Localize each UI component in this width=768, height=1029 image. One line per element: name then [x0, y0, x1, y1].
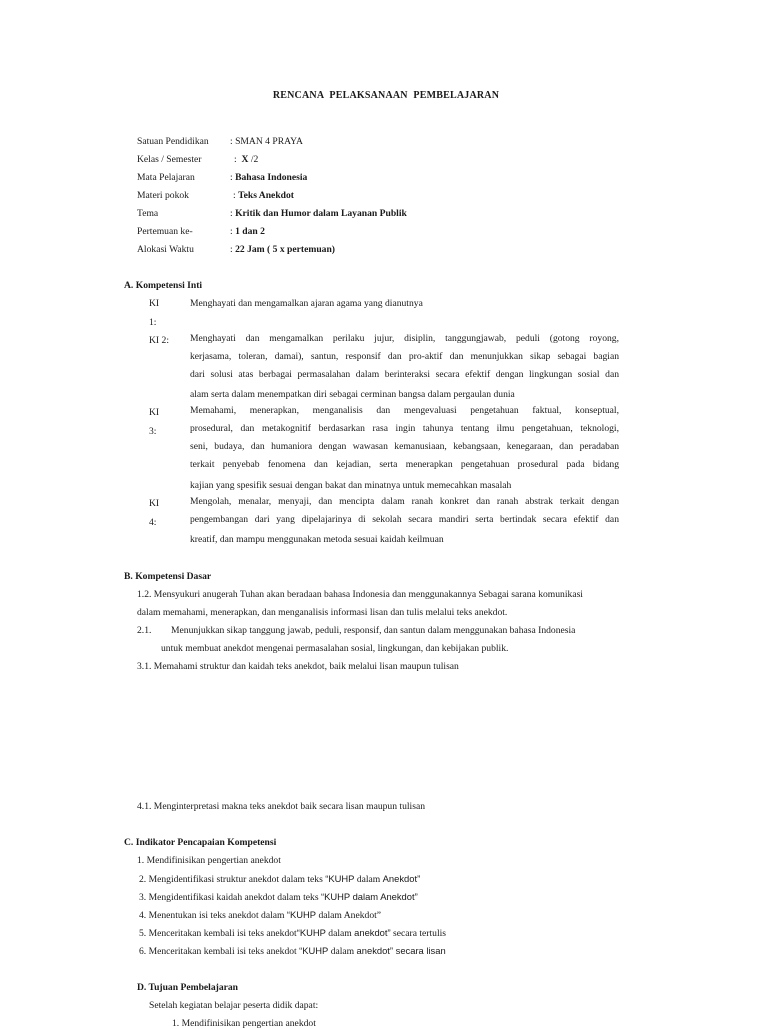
indicator-item-2-end: Anekdot”	[382, 873, 421, 884]
indicator-item-4	[139, 909, 381, 921]
pertemuan-value-row	[230, 226, 265, 237]
ki1-text: Menghayati dan mengamalkan ajaran agama yang dianutnya	[190, 298, 423, 309]
ki2-line-2: kerjasama, toleran, damai), santun, responsif dan pro-aktif dan menunjukkan sikap sebagai bagian	[190, 351, 619, 362]
indicator-item-3-text: 3. Mengidentifikasi kaidah anekdot dalam teks	[139, 892, 321, 903]
kelas-colon: :	[234, 154, 237, 165]
tema-value: Kritik dan Humor dalam Layanan Publik	[235, 208, 407, 219]
indicator-item-6-quote: “KUHP	[299, 945, 329, 956]
ki3-line-4: terkait penyebab fenomena dan kejadian, serta menerapkan pengetahuan prosedural pada bidang	[190, 459, 619, 470]
tema-colon: :	[230, 208, 236, 219]
materi-value: Teks Anekdot	[238, 190, 294, 201]
alokasi-colon: :	[230, 244, 236, 255]
ki1-label-b: 1:	[149, 317, 157, 328]
indicator-item-5	[139, 927, 446, 939]
indicator-item-5-anekdot: anekdot”	[354, 927, 391, 938]
indicator-item-4-quote: “KUHP	[286, 909, 317, 920]
ki3-line-2: prosedural, dan metakognitif berdasarkan rasa ingin tahunya tentang ilmu pengetahuan, teknologi,	[190, 423, 619, 434]
indicator-item-5-quote: “KUHP	[296, 927, 326, 938]
ki4-line-1: Mengolah, menalar, menyaji, dan mencipta dalam ranah konkret dan ranah abstrak terkait dengan	[190, 496, 619, 507]
satuan-label: Satuan Pendidikan	[137, 136, 209, 147]
indicator-item-2-quote: “KUHP	[325, 873, 355, 884]
indicator-item-2-mid: dalam	[354, 874, 383, 885]
document-title: RENCANA PELAKSANAAN PEMBELAJARAN	[272, 90, 500, 101]
pertemuan-label: Pertemuan ke-	[137, 226, 193, 237]
section-a-heading: A. Kompetensi Inti	[124, 280, 203, 291]
ki2-line-3: dari solusi atas berbagai permasalahan dalam berinteraksi secara efektif dengan lingkungan sosial dan	[190, 369, 619, 380]
ki2-label: KI 2:	[149, 335, 169, 346]
ki2-line-1: Menghayati dan mengamalkan perilaku jujur, disiplin, tanggungjawab, peduli (gotong royong,	[190, 333, 619, 344]
indicator-item-6-mid: dalam	[328, 946, 357, 957]
indicator-item-5-mid: dalam	[325, 928, 355, 939]
ki4-label-a: KI	[149, 498, 160, 509]
indicator-item-2	[139, 873, 420, 885]
indicator-item-3-quote: “KUHP dalam Anekdot”	[320, 891, 418, 902]
kelas-label: Kelas / Semester	[137, 154, 202, 165]
mapel-value-row	[230, 172, 307, 183]
materi-value-row	[233, 190, 294, 201]
mapel-colon: :	[230, 172, 236, 183]
indicator-item-6	[139, 945, 446, 957]
ki4-line-3: kreatif, dan mampu menggunakan metoda sesuai kaidah keilmuan	[190, 534, 444, 545]
kd-2-1-line-2: untuk membuat anekdot mengenai permasalahan sosial, lingkungan, dan kebijakan publik.	[161, 643, 509, 654]
kd-4-1: 4.1. Menginterpretasi makna teks anekdot baik secara lisan maupun tulisan	[137, 801, 425, 812]
section-d-intro: Setelah kegiatan belajar peserta didik dapat:	[149, 1000, 319, 1011]
mapel-label: Mata Pelajaran	[137, 172, 195, 183]
ki3-label-a: KI	[149, 407, 160, 418]
tema-label: Tema	[137, 208, 159, 219]
mapel-value: Bahasa Indonesia	[235, 172, 308, 183]
kelas-value-row	[234, 154, 258, 165]
satuan-value: : SMAN 4 PRAYA	[230, 136, 303, 147]
kd-2-1-line-1: Menunjukkan sikap tanggung jawab, peduli, responsif, dan santun dalam menggunakan bahasa Indonesia	[171, 625, 576, 636]
section-b-heading: B. Kompetensi Dasar	[124, 571, 212, 582]
ki3-line-1: Memahami, menerapkan, menganalisis dan mengevaluasi pengetahuan faktual, konseptual,	[190, 405, 619, 416]
alokasi-value: 22 Jam ( 5 x pertemuan)	[235, 244, 335, 255]
materi-label: Materi pokok	[137, 190, 189, 201]
kd-2-1-number: 2.1.	[137, 625, 152, 636]
ki2-line-4: alam serta dalam menempatkan diri sebagai cerminan bangsa dalam pergaulan dunia	[190, 389, 515, 400]
ki4-label-b: 4:	[149, 517, 157, 528]
indicator-item-5-end: secara tertulis	[390, 928, 447, 939]
indicator-item-2-text: 2. Mengidentifikasi struktur anekdot dalam teks	[139, 874, 326, 885]
indicator-item-5-text: 5. Menceritakan kembali isi teks anekdot	[139, 928, 297, 939]
indicator-item-4-end: dalam Anekdot”	[316, 910, 382, 921]
indicator-item-6-anekdot: anekdot”	[356, 945, 394, 956]
kd-3-1: 3.1. Memahami struktur dan kaidah teks anekdot, baik melalui lisan maupun tulisan	[137, 661, 459, 672]
materi-colon: :	[233, 190, 239, 201]
alokasi-value-row	[230, 244, 335, 255]
ki3-line-5: kajian yang spesifik sesuai dengan bakat dan minatnya untuk memecahkan masalah	[190, 480, 512, 491]
indicator-item-4-text: 4. Menentukan isi teks anekdot dalam	[139, 910, 287, 921]
section-d-item-1: 1. Mendifinisikan pengertian anekdot	[172, 1018, 316, 1029]
ki4-line-2: pengembangan dari yang dipelajarinya di sekolah secara mandiri serta bertindak secara efektif dan	[190, 514, 619, 525]
ki3-label-b: 3:	[149, 426, 157, 437]
pertemuan-value: 1 dan 2	[235, 226, 265, 237]
indicator-item-6-text: 6. Menceritakan kembali isi teks anekdot	[139, 946, 300, 957]
indicator-item-1: 1. Mendifinisikan pengertian anekdot	[137, 855, 281, 866]
indicator-item-6-end: secara lisan	[393, 945, 446, 956]
section-d-heading: D. Tujuan Pembelajaran	[137, 982, 239, 993]
kelas-suffix: /2	[250, 154, 259, 165]
alokasi-label: Alokasi Waktu	[137, 244, 194, 255]
ki1-label-a: KI	[149, 298, 160, 309]
kd-1-2-line-2: dalam memahami, menerapkan, dan menganalisis informasi lisan dan tulis melalui teks anekdot.	[137, 607, 508, 618]
pertemuan-colon: :	[230, 226, 236, 237]
indicator-item-3	[139, 891, 418, 903]
ki3-line-3: seni, budaya, dan humaniora dengan wawasan kemanusiaan, kebangsaan, kenegaraan, dan peradaban	[190, 441, 619, 452]
kelas-value: X	[241, 154, 249, 165]
section-c-heading: C. Indikator Pencapaian Kompetensi	[124, 837, 277, 848]
tema-value-row	[230, 208, 407, 219]
kd-1-2-line-1: 1.2. Mensyukuri anugerah Tuhan akan beradaan bahasa Indonesia dan menggunakannya Sebagai sarana komunikasi	[137, 589, 583, 600]
